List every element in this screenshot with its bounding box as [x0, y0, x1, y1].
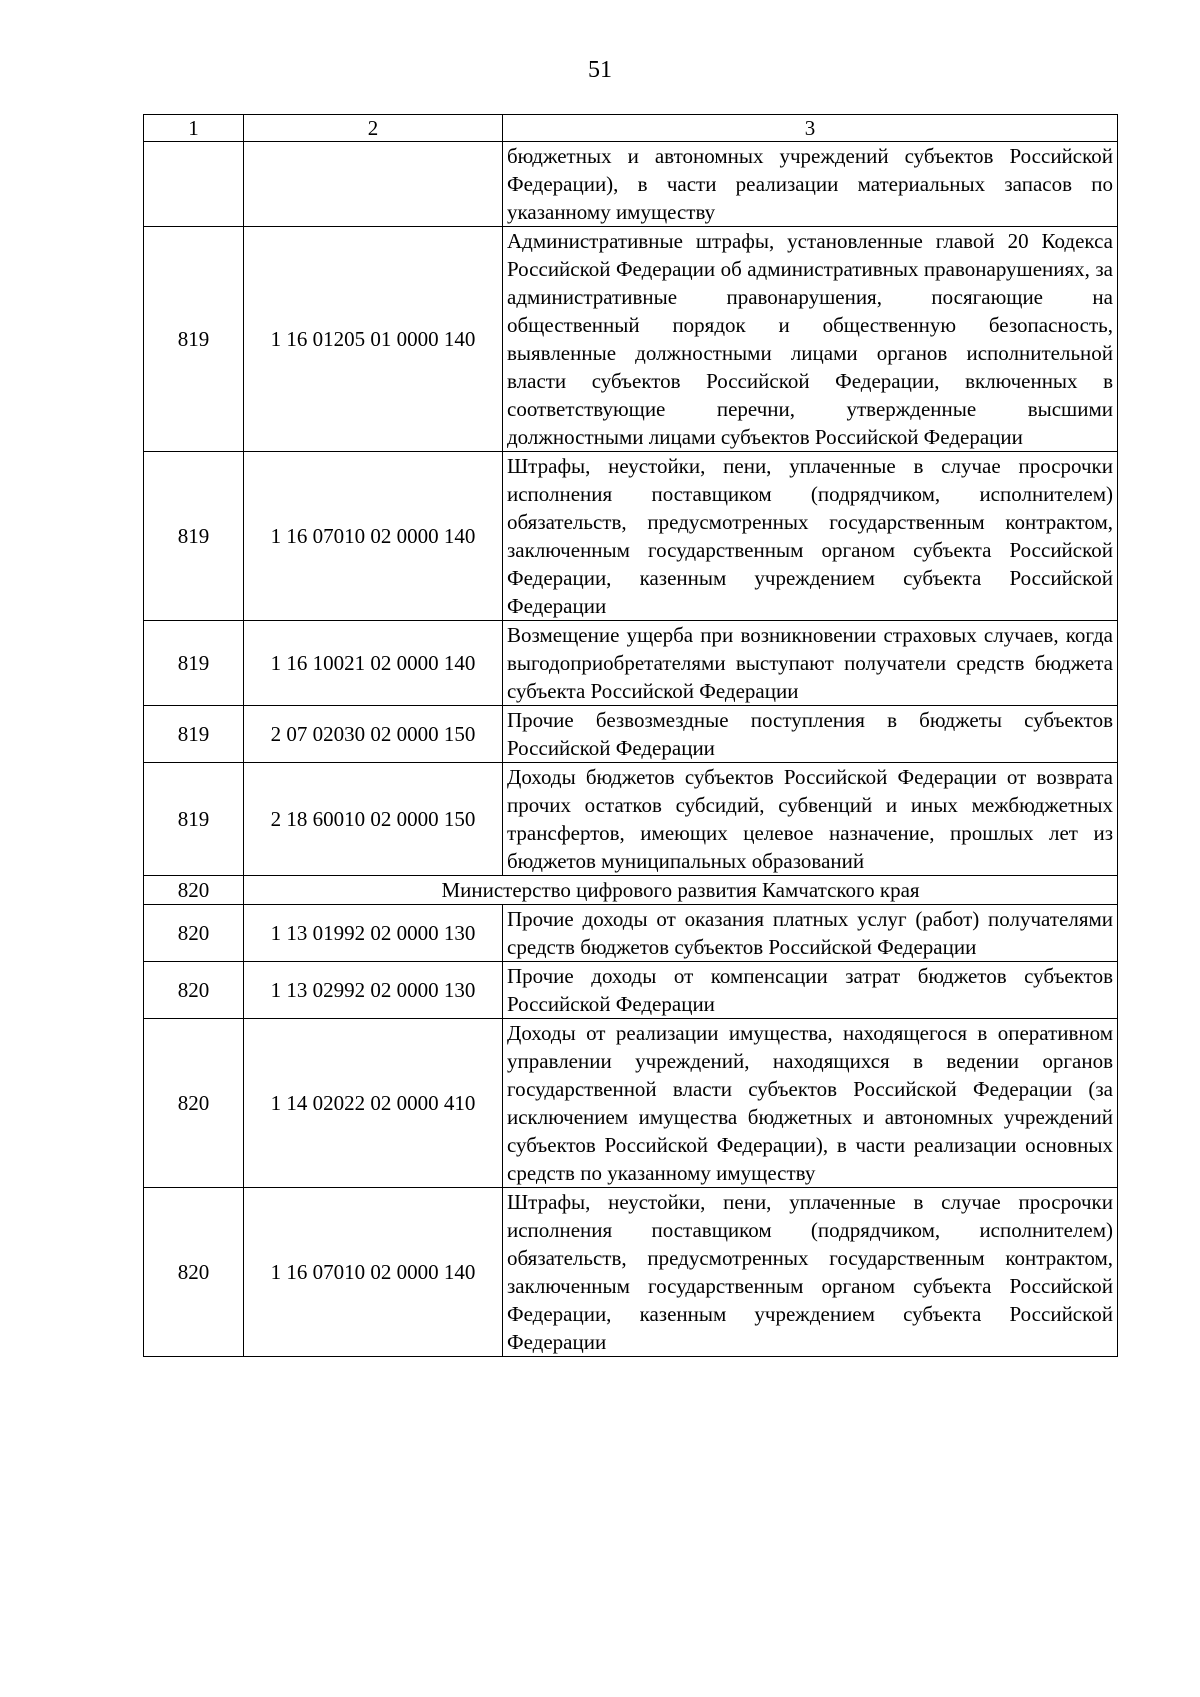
budget-classification-code-cell: 1 16 07010 02 0000 140	[244, 1188, 503, 1357]
table-row	[144, 706, 1118, 763]
revenue-codes-table	[143, 114, 1118, 1357]
budget-classification-code-cell: 2 18 60010 02 0000 150	[244, 763, 503, 876]
revenue-description-cell: Штрафы, неустойки, пени, уплаченные в случае просрочки исполнения поставщиком (подрядчиком, исполнителем) обязательств, предусмотренных государственным контрактом, заключенным государственным органом субъекта Российской Федерации, казенным учреждением субъекта Российской Федерации	[503, 1188, 1118, 1357]
table-row	[144, 1019, 1118, 1188]
budget-classification-code-cell	[244, 142, 503, 227]
revenue-description-cell: Прочие доходы от оказания платных услуг (работ) получателями средств бюджетов субъектов Российской Федерации	[503, 905, 1118, 962]
revenue-description-cell: Административные штрафы, установленные главой 20 Кодекса Российской Федерации об административных правонарушениях, за административные правонарушения, посягающие на общественный порядок и общественную безопасность, выявленные должностными лицами органов исполнительной власти субъектов Российской Федерации, включенных в соответствующие перечни, утвержденные высшими должностными лицами субъектов Российской Федерации	[503, 227, 1118, 452]
revenue-description-cell: Штрафы, неустойки, пени, уплаченные в случае просрочки исполнения поставщиком (подрядчиком, исполнителем) обязательств, предусмотренных государственным контрактом, заключенным государственным органом субъекта Российской Федерации, казенным учреждением субъекта Российской Федерации	[503, 452, 1118, 621]
budget-classification-code-cell: 1 13 02992 02 0000 130	[244, 962, 503, 1019]
section-header-row	[144, 876, 1118, 905]
budget-classification-code-cell: 2 07 02030 02 0000 150	[244, 706, 503, 763]
column-number-3: 3	[503, 115, 1118, 142]
revenue-description-cell: Возмещение ущерба при возникновении страховых случаев, когда выгодоприобретателями выступают получатели средств бюджета субъекта Российской Федерации	[503, 621, 1118, 706]
revenue-description-cell: бюджетных и автономных учреждений субъектов Российской Федерации), в части реализации материальных запасов по указанному имуществу	[503, 142, 1118, 227]
table-row	[144, 905, 1118, 962]
revenue-description-cell: Доходы бюджетов субъектов Российской Федерации от возврата прочих остатков субсидий, субвенций и иных межбюджетных трансфертов, имеющих целевое назначение, прошлых лет из бюджетов муниципальных образований	[503, 763, 1118, 876]
revenue-description-cell: Доходы от реализации имущества, находящегося в оперативном управлении учреждений, находящихся в ведении органов государственной власти субъектов Российской Федерации (за исключением имущества бюджетных и автономных учреждений субъектов Российской Федерации), в части реализации основных средств по указанному имуществу	[503, 1019, 1118, 1188]
budget-classification-code-cell: 1 16 07010 02 0000 140	[244, 452, 503, 621]
revenue-description-cell: Прочие безвозмездные поступления в бюджеты субъектов Российской Федерации	[503, 706, 1118, 763]
admin-code-cell: 819	[144, 763, 244, 876]
column-number-2: 2	[244, 115, 503, 142]
section-title-cell: Министерство цифрового развития Камчатского края	[244, 876, 1118, 905]
admin-code-cell: 819	[144, 227, 244, 452]
admin-code-cell	[144, 142, 244, 227]
budget-classification-code-cell: 1 16 01205 01 0000 140	[244, 227, 503, 452]
budget-classification-code-cell: 1 16 10021 02 0000 140	[244, 621, 503, 706]
admin-code-cell: 819	[144, 706, 244, 763]
admin-code-cell: 820	[144, 1188, 244, 1357]
admin-code-cell: 820	[144, 905, 244, 962]
revenue-description-cell: Прочие доходы от компенсации затрат бюджетов субъектов Российской Федерации	[503, 962, 1118, 1019]
page-number: 51	[588, 57, 612, 83]
table-row	[144, 227, 1118, 452]
table-row	[144, 452, 1118, 621]
table-row	[144, 142, 1118, 227]
column-number-1: 1	[144, 115, 244, 142]
admin-code-cell: 819	[144, 452, 244, 621]
budget-classification-code-cell: 1 13 01992 02 0000 130	[244, 905, 503, 962]
admin-code-cell: 819	[144, 621, 244, 706]
table-row	[144, 621, 1118, 706]
admin-code-cell: 820	[144, 1019, 244, 1188]
table-row	[144, 763, 1118, 876]
column-number-row	[144, 115, 1118, 142]
table-row	[144, 962, 1118, 1019]
table-row	[144, 1188, 1118, 1357]
table-body	[144, 115, 1118, 1357]
budget-classification-code-cell: 1 14 02022 02 0000 410	[244, 1019, 503, 1188]
admin-code-cell: 820	[144, 962, 244, 1019]
admin-code-cell: 820	[144, 876, 244, 905]
